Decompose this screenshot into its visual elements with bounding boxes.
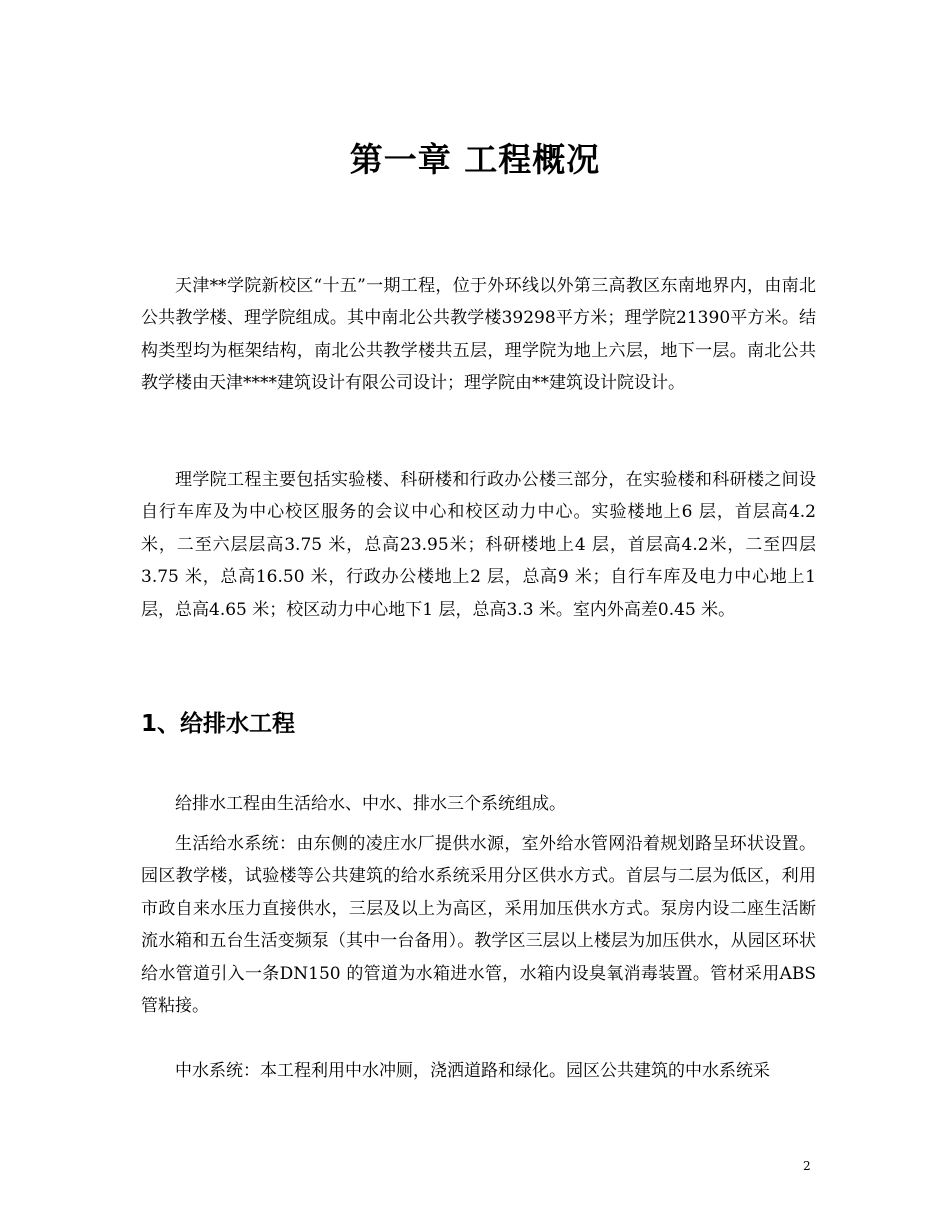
paragraph-project-location: 天津**学院新校区“十五”一期工程，位于外环线以外第三高教区东南地界内，由南北公共教学楼、理学院组成。其中南北公共教学楼39298平方米；理学院21390平方米。结构类型均为框架结构，南北公共教学楼共五层，理学院为地上六层，地下一层。南北公共教学楼由天津****建筑设计有限公司设计；理学院由**建筑设计院设计。 — [141, 276, 816, 394]
page-number: 2 — [803, 1159, 811, 1173]
paragraph-domestic-water-supply: 生活给水系统：由东侧的凌庄水厂提供水源，室外给水管网沿着规划路呈环状设置。园区教学楼，试验楼等公共建筑的给水系统采用分区供水方式。首层与二层为低区，利用市政自来水压力直接供水，三层及以上为高区，采用加压供水方式。泵房内设二座生活断流水箱和五台生活变频泵（其中一台备用）。教学区三层以上楼层为加压供水，从园区环状给水管道引入一条DN150 的管道为水箱进水管，水箱内设臭氧消毒装置。管材采用ABS 管粘接。 — [141, 834, 816, 1017]
paragraph-reclaimed-water: 中水系统：本工程利用中水冲厕，浇洒道路和绿化。园区公共建筑的中水系统采 — [175, 1061, 770, 1081]
chapter-title: 第一章 工程概况 — [349, 140, 601, 179]
section-heading-water-supply: 1、给排水工程 — [141, 711, 296, 737]
paragraph-water-systems-intro: 给排水工程由生活给水、中水、排水三个系统组成。 — [175, 794, 566, 814]
paragraph-science-college: 理学院工程主要包括实验楼、科研楼和行政办公楼三部分，在实验楼和科研楼之间设自行车库及为中心校区服务的会议中心和校区动力中心。实验楼地上6 层，首层高4.2 米，二至六层层高3.75 米，总高23.95米；科研楼地上4 层，首层高4.2米，二至四层3.75 米，总高16.50 米，行政办公楼地上2 层，总高9 米；自行车库及电力中心地上1 层，总高4.65 米；校区动力中心地下1 层，总高3.3 米。室内外高差0.45 米。 — [141, 470, 816, 620]
